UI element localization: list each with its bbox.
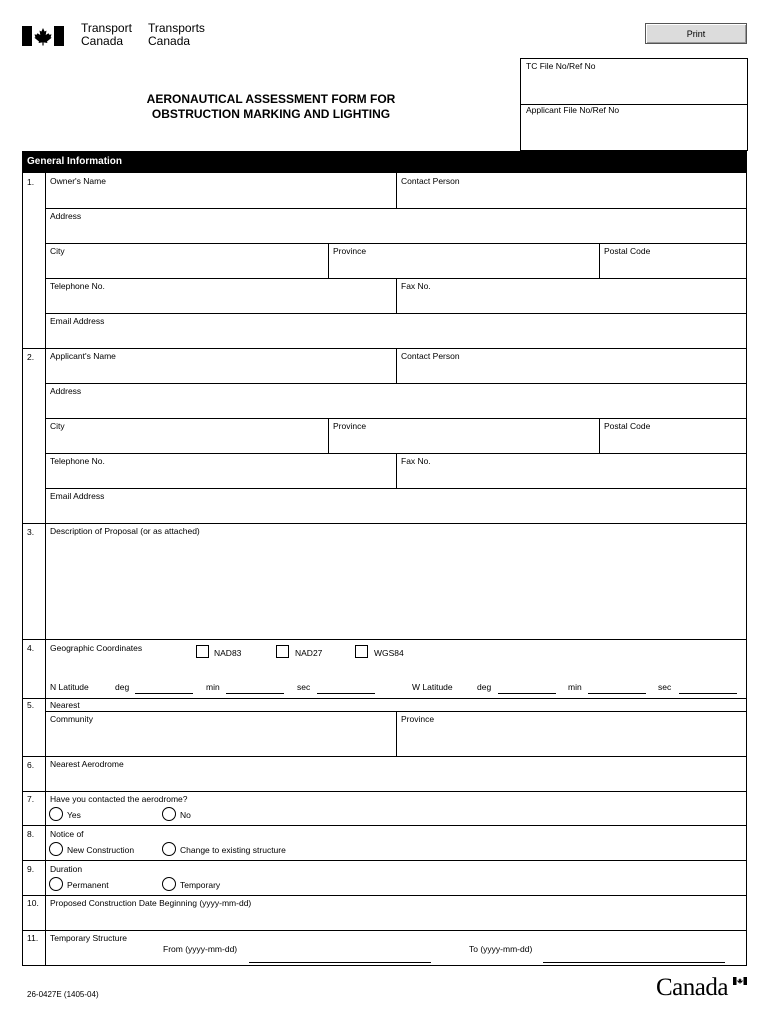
applicant-postal-field[interactable] [600, 419, 746, 453]
field-label: Have you contacted the aerodrome? [50, 794, 188, 804]
section-header [22, 151, 747, 173]
owner-telephone-field[interactable] [46, 279, 396, 313]
checkbox-label: WGS84 [374, 648, 404, 658]
canada-flag-logo [22, 26, 64, 46]
item-number: 4. [27, 643, 35, 653]
deg-label: deg [115, 682, 130, 692]
tc-file-label: TC File No/Ref No [526, 61, 596, 71]
field-label: Address [50, 386, 82, 396]
applicant-name-field[interactable] [46, 349, 396, 383]
radio-label: Temporary [180, 880, 221, 890]
field-label: Email Address [50, 316, 105, 326]
field-label: Applicant's Name [50, 351, 116, 361]
item-number: 10. [27, 898, 39, 908]
field-label: Temporary Structure [50, 933, 127, 943]
form-title [120, 92, 422, 122]
item-number: 3. [27, 527, 35, 537]
field-label: City [50, 246, 65, 256]
field-label: Community [50, 714, 93, 724]
from-date-input[interactable] [249, 962, 431, 963]
title-line: AERONAUTICAL ASSESSMENT FORM FOR [146, 92, 396, 106]
applicant-file-label: Applicant File No/Ref No [526, 105, 620, 115]
department-line: Transport [81, 21, 132, 35]
field-label: Contact Person [401, 351, 460, 361]
row-divider [22, 930, 747, 931]
item-number: 9. [27, 864, 35, 874]
to-date-input[interactable] [543, 962, 725, 963]
owner-email-field[interactable] [46, 314, 746, 348]
min-label: min [206, 682, 220, 692]
nad83-checkbox[interactable] [196, 645, 209, 658]
row-divider [22, 639, 747, 640]
item-number: 8. [27, 829, 35, 839]
applicant-city-field[interactable] [46, 419, 328, 453]
field-label: Fax No. [401, 281, 431, 291]
department-line: Canada [81, 34, 124, 48]
field-label: Province [333, 421, 367, 431]
w-lat-sec-input[interactable] [679, 693, 737, 694]
owner-province-field[interactable] [329, 244, 599, 278]
wgs84-checkbox[interactable] [355, 645, 368, 658]
owner-fax-field[interactable] [397, 279, 746, 313]
n-lat-min-input[interactable] [226, 693, 284, 694]
item-number: 6. [27, 760, 35, 770]
min-label: min [568, 682, 582, 692]
field-label: Province [401, 714, 435, 724]
field-label: Duration [50, 864, 83, 874]
field-label: City [50, 421, 65, 431]
n-latitude-label: N Latitude [50, 682, 89, 692]
field-label: Telephone No. [50, 281, 105, 291]
row-divider [22, 825, 747, 826]
field-label: Contact Person [401, 176, 460, 186]
field-label: Nearest Aerodrome [50, 759, 124, 769]
field-label: Notice of [50, 829, 84, 839]
applicant-province-field[interactable] [329, 419, 599, 453]
field-label: Fax No. [401, 456, 431, 466]
field-label: Owner's Name [50, 176, 106, 186]
field-label: Geographic Coordinates [50, 643, 143, 653]
field-label: Postal Code [604, 246, 651, 256]
row-divider [22, 791, 747, 792]
w-latitude-label: W Latitude [412, 682, 453, 692]
tc-file-field[interactable] [520, 58, 748, 105]
department-name-en [81, 22, 132, 48]
owner-postal-field[interactable] [600, 244, 746, 278]
field-label: Address [50, 211, 82, 221]
applicant-fax-field[interactable] [397, 454, 746, 488]
n-lat-deg-input[interactable] [135, 693, 193, 694]
field-label: Description of Proposal (or as attached) [50, 526, 200, 536]
applicant-address-field[interactable] [46, 384, 746, 418]
form-right-border [746, 173, 747, 965]
item-number: 11. [27, 933, 39, 943]
print-button[interactable] [645, 23, 747, 44]
form-number: 26-0427E (1405-04) [27, 990, 99, 999]
owner-city-field[interactable] [46, 244, 328, 278]
new-construction-radio[interactable] [49, 842, 63, 856]
owner-contact-field[interactable] [397, 174, 746, 208]
change-existing-radio[interactable] [162, 842, 176, 856]
item-number: 1. [27, 177, 35, 187]
field-label: Nearest [50, 700, 80, 710]
item-number: 5. [27, 700, 35, 710]
n-lat-sec-input[interactable] [317, 693, 375, 694]
description-field[interactable] [46, 524, 746, 639]
field-label: Proposed Construction Date Beginning (yyyy-mm-dd) [50, 898, 252, 908]
row-divider [22, 698, 747, 699]
temporary-radio[interactable] [162, 877, 176, 891]
to-date-label: To (yyyy-mm-dd) [469, 944, 533, 954]
permanent-radio[interactable] [49, 877, 63, 891]
row-divider [22, 860, 747, 861]
contacted-no-radio[interactable] [162, 807, 176, 821]
nearest-community-field[interactable] [46, 712, 396, 756]
canada-wordmark [656, 974, 728, 1002]
radio-label: Permanent [67, 880, 109, 890]
item-number: 7. [27, 794, 35, 804]
radio-label: Yes [67, 810, 81, 820]
checkbox-label: NAD27 [295, 648, 323, 658]
checkbox-label: NAD83 [214, 648, 242, 658]
title-line: OBSTRUCTION MARKING AND LIGHTING [151, 107, 391, 121]
field-label: Telephone No. [50, 456, 105, 466]
department-line: Transports [148, 21, 205, 35]
w-lat-deg-input[interactable] [498, 693, 556, 694]
field-label: Email Address [50, 491, 105, 501]
contacted-yes-radio[interactable] [49, 807, 63, 821]
owner-name-field[interactable] [46, 174, 396, 208]
form-bottom-border [22, 965, 747, 966]
applicant-email-field[interactable] [46, 489, 746, 523]
owner-address-field[interactable] [46, 209, 746, 243]
wordmark-flag-icon [733, 977, 747, 985]
form-left-border [22, 173, 23, 965]
item-number: 2. [27, 352, 35, 362]
field-label: Province [333, 246, 367, 256]
w-lat-min-input[interactable] [588, 693, 646, 694]
nearest-province-field[interactable] [397, 712, 746, 756]
applicant-file-field[interactable] [520, 103, 748, 151]
sec-label: sec [658, 682, 672, 692]
department-name-fr [148, 22, 205, 48]
section-title: General Information [27, 156, 123, 167]
field-label: Postal Code [604, 421, 651, 431]
radio-label: Change to existing structure [180, 845, 286, 855]
print-button-label: Print [686, 29, 706, 39]
applicant-telephone-field[interactable] [46, 454, 396, 488]
nearest-aerodrome-field[interactable] [46, 757, 746, 791]
radio-label: No [180, 810, 191, 820]
sec-label: sec [297, 682, 311, 692]
construction-date-field[interactable] [46, 896, 746, 930]
wordmark-text: Canada [656, 974, 728, 1001]
from-date-label: From (yyyy-mm-dd) [163, 944, 238, 954]
applicant-contact-field[interactable] [397, 349, 746, 383]
nad27-checkbox[interactable] [276, 645, 289, 658]
department-line: Canada [148, 34, 191, 48]
radio-label: New Construction [67, 845, 135, 855]
deg-label: deg [477, 682, 492, 692]
